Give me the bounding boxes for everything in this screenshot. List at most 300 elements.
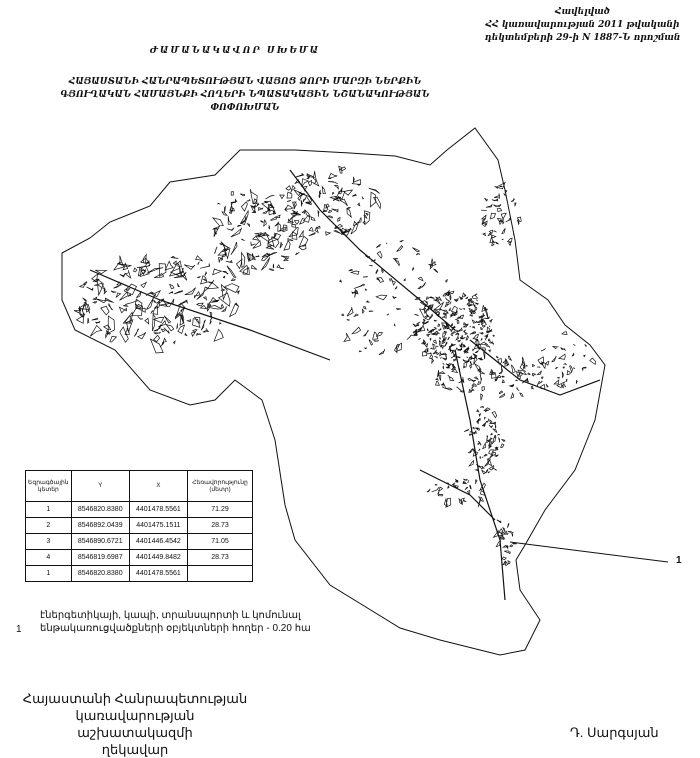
header-distance: Հեռավորությունը (մետր) <box>188 471 253 502</box>
land-parcel <box>485 198 488 201</box>
land-parcel <box>440 357 441 358</box>
cell-x: 4401478.5561 <box>129 502 187 518</box>
land-parcel <box>269 225 270 229</box>
land-parcel <box>440 351 442 356</box>
land-parcel <box>204 297 207 301</box>
land-parcel <box>354 314 358 316</box>
land-parcel <box>461 498 464 504</box>
land-parcel <box>469 434 471 436</box>
land-parcel <box>477 410 479 412</box>
land-parcel <box>505 191 507 193</box>
land-parcel <box>456 336 459 340</box>
land-parcel <box>449 308 450 310</box>
callout-leader <box>510 542 668 562</box>
land-parcel <box>441 383 444 386</box>
land-parcel <box>247 200 250 202</box>
land-parcel <box>511 393 514 398</box>
land-parcel <box>276 215 281 218</box>
land-parcel <box>499 186 502 187</box>
land-parcel <box>434 340 437 343</box>
land-parcel <box>125 270 131 278</box>
land-parcel <box>435 356 438 358</box>
land-parcel <box>439 375 441 381</box>
land-parcel <box>463 481 464 483</box>
land-parcel <box>456 348 458 349</box>
land-parcel <box>231 192 233 196</box>
land-parcel <box>305 195 311 203</box>
land-parcel <box>120 292 129 300</box>
land-parcel <box>413 324 419 327</box>
land-parcel <box>231 199 237 202</box>
land-parcel <box>488 419 489 423</box>
land-parcel <box>490 236 493 243</box>
land-parcel <box>110 337 117 343</box>
land-parcel <box>154 300 157 303</box>
land-parcel <box>364 330 369 336</box>
land-parcel <box>377 251 382 258</box>
land-parcel <box>354 284 365 289</box>
land-parcel <box>364 307 366 309</box>
land-parcel <box>287 200 291 201</box>
land-parcel <box>349 269 353 271</box>
land-parcel <box>365 348 367 349</box>
land-parcel <box>414 314 418 315</box>
cell-point: 1 <box>26 502 72 518</box>
signature-line-3: ղեկավար <box>20 741 250 758</box>
land-parcel <box>437 346 438 347</box>
land-parcel <box>292 224 296 227</box>
land-parcel <box>427 489 430 492</box>
land-parcel <box>446 388 452 390</box>
land-parcel <box>104 325 111 330</box>
land-parcel <box>351 222 359 235</box>
land-parcel <box>154 335 160 341</box>
land-parcel <box>553 347 559 349</box>
land-parcel <box>472 380 476 382</box>
land-parcel <box>482 387 485 391</box>
land-parcel <box>344 190 353 195</box>
land-parcel <box>223 276 225 278</box>
land-parcel <box>273 264 274 268</box>
land-parcel <box>492 244 494 246</box>
land-parcel <box>241 202 247 211</box>
land-parcel <box>352 327 360 334</box>
land-parcel <box>177 283 179 286</box>
land-parcel <box>451 306 457 312</box>
land-parcel <box>460 335 463 338</box>
land-parcel <box>170 284 174 288</box>
land-parcel <box>470 361 472 365</box>
land-parcel <box>470 315 473 316</box>
land-parcel <box>465 487 468 490</box>
land-parcel <box>222 306 226 311</box>
land-parcel <box>515 380 517 381</box>
land-parcel <box>480 406 483 408</box>
land-parcel <box>369 188 380 193</box>
land-parcel <box>503 528 505 532</box>
land-parcel <box>347 308 353 316</box>
land-parcel <box>489 466 494 471</box>
land-parcel <box>483 468 484 469</box>
land-parcel <box>486 470 488 472</box>
land-parcel <box>430 338 431 340</box>
land-parcel <box>87 287 93 290</box>
cell-y: 8546820.8380 <box>71 502 129 518</box>
land-parcel <box>464 330 466 332</box>
land-parcel <box>394 324 395 326</box>
land-parcel <box>478 443 480 444</box>
cell-distance: 71.05 <box>188 534 253 550</box>
land-parcel <box>436 297 438 299</box>
land-parcel <box>546 362 549 366</box>
land-parcel <box>412 268 414 271</box>
land-parcel <box>439 338 440 339</box>
land-parcel <box>446 280 448 282</box>
cell-distance: 28.73 <box>188 518 253 534</box>
land-parcel <box>448 337 450 340</box>
cell-x: 4401475.1511 <box>129 518 187 534</box>
land-parcel <box>463 309 464 310</box>
land-parcel <box>227 266 236 278</box>
land-parcel <box>487 346 491 348</box>
land-parcel <box>171 256 178 258</box>
land-parcel <box>251 242 256 246</box>
land-parcel <box>213 269 222 275</box>
land-parcel <box>328 182 338 184</box>
land-parcel <box>339 280 341 282</box>
land-parcel <box>427 329 428 331</box>
land-parcel <box>390 279 391 282</box>
land-parcel <box>490 420 492 423</box>
land-parcel <box>254 199 257 204</box>
land-parcel <box>567 371 570 375</box>
land-parcel <box>309 228 313 232</box>
land-parcel <box>259 208 263 211</box>
land-parcel <box>496 183 505 189</box>
land-parcel <box>326 232 331 236</box>
land-parcel <box>482 421 487 426</box>
land-parcel <box>95 302 97 304</box>
land-parcel <box>379 349 385 355</box>
land-parcel <box>450 296 451 300</box>
land-parcel <box>541 377 543 379</box>
land-parcel <box>497 520 502 523</box>
land-parcel <box>564 384 565 387</box>
land-parcel <box>438 492 439 494</box>
land-parcel <box>404 279 405 281</box>
land-parcel <box>445 304 449 307</box>
land-parcel <box>480 456 481 458</box>
land-parcel <box>509 552 510 554</box>
land-parcel <box>279 195 284 199</box>
land-parcel <box>515 203 516 206</box>
land-parcel <box>555 368 557 370</box>
land-parcel <box>546 384 548 387</box>
land-parcel <box>367 301 370 302</box>
land-parcel <box>448 486 450 488</box>
land-parcel <box>377 332 383 336</box>
land-parcel <box>387 314 389 315</box>
land-parcel <box>501 444 504 448</box>
land-parcel <box>451 324 453 326</box>
land-parcel <box>164 299 168 306</box>
land-parcel <box>476 480 477 484</box>
land-parcel <box>318 211 319 217</box>
land-parcel <box>463 377 464 382</box>
land-parcel <box>434 269 439 273</box>
land-parcel <box>416 331 417 333</box>
land-parcel <box>362 309 364 313</box>
land-parcel <box>485 310 488 318</box>
land-parcel <box>105 298 113 302</box>
land-parcel <box>559 354 566 359</box>
land-parcel <box>557 377 559 378</box>
land-parcel <box>220 322 221 324</box>
land-parcel <box>445 342 447 345</box>
land-parcel <box>141 282 146 287</box>
land-parcel <box>438 324 440 326</box>
land-parcel <box>94 283 105 290</box>
land-parcel <box>459 315 463 319</box>
land-parcel <box>470 365 472 368</box>
land-parcel <box>242 239 245 241</box>
land-parcel <box>231 242 237 255</box>
land-parcel <box>458 349 462 350</box>
land-parcel <box>138 332 146 339</box>
land-parcel <box>117 264 131 267</box>
land-parcel <box>497 357 499 358</box>
land-parcel <box>178 325 185 333</box>
land-parcel <box>494 436 496 438</box>
land-parcel <box>263 233 269 235</box>
land-parcel <box>484 352 485 359</box>
land-parcel <box>494 194 499 199</box>
land-parcel <box>214 329 223 341</box>
land-parcel <box>450 302 451 304</box>
land-parcel <box>116 293 121 298</box>
land-parcel <box>444 499 447 507</box>
land-parcel <box>256 256 259 257</box>
land-parcel <box>347 320 349 321</box>
land-parcel <box>145 318 149 324</box>
signature-name: Դ. Սարգսյան <box>570 725 659 741</box>
land-parcel <box>200 263 210 268</box>
land-parcel <box>443 315 447 318</box>
land-parcel <box>396 261 400 266</box>
land-parcel <box>218 203 221 204</box>
land-parcel <box>475 339 477 341</box>
land-parcel <box>466 336 468 340</box>
land-parcel <box>465 333 467 335</box>
land-parcel <box>334 185 338 189</box>
land-parcel <box>590 358 596 364</box>
land-parcel <box>573 344 574 345</box>
land-parcel <box>495 423 496 428</box>
land-parcel <box>261 221 264 222</box>
map-title-line-3: ՓՈՓՈԽՄԱՆ <box>40 102 450 115</box>
land-parcel <box>80 284 85 287</box>
land-parcel <box>286 186 291 191</box>
land-parcel <box>463 293 466 297</box>
land-parcel <box>240 194 244 196</box>
land-parcel <box>342 314 344 316</box>
land-parcel <box>584 355 585 357</box>
table-row <box>26 534 253 550</box>
land-parcel <box>511 199 514 202</box>
land-parcel <box>101 306 109 315</box>
land-parcel <box>505 531 507 534</box>
land-parcel <box>585 345 586 347</box>
land-parcel <box>339 188 343 194</box>
land-parcel <box>479 466 482 469</box>
land-parcel <box>369 266 372 267</box>
land-parcel <box>192 332 196 336</box>
land-parcel <box>277 265 284 269</box>
land-parcel <box>123 305 128 306</box>
land-parcel <box>526 365 527 366</box>
land-parcel <box>435 484 437 485</box>
land-parcel <box>495 455 499 457</box>
land-parcel <box>184 265 195 270</box>
land-parcel <box>113 285 120 288</box>
land-parcel <box>187 320 191 322</box>
land-parcel <box>229 211 232 214</box>
land-parcel <box>473 354 477 357</box>
land-parcel <box>441 345 443 349</box>
land-parcel <box>369 340 373 346</box>
land-parcel <box>473 427 475 428</box>
land-parcel <box>531 386 533 389</box>
land-parcel <box>451 335 452 336</box>
land-parcel <box>332 209 338 212</box>
land-parcel <box>478 382 481 385</box>
land-parcel <box>481 338 482 340</box>
land-parcel <box>509 242 511 245</box>
land-parcel <box>475 303 479 305</box>
land-parcel <box>221 304 223 308</box>
land-parcel <box>436 382 440 386</box>
land-parcel <box>459 308 462 309</box>
land-parcel <box>92 318 98 320</box>
land-parcel <box>509 356 512 360</box>
land-parcel <box>457 321 459 324</box>
header-point: Եզրագծային կետեր <box>26 471 72 502</box>
legend-number: 1 <box>16 624 22 635</box>
land-parcel <box>480 332 483 334</box>
map-title <box>40 76 450 115</box>
land-parcel <box>427 353 431 354</box>
approval-line-2: ՀՀ կառավարության 2011 թվականի <box>470 19 695 32</box>
land-parcel <box>475 351 478 353</box>
land-parcel <box>445 298 449 301</box>
land-parcel <box>443 366 444 369</box>
land-parcel <box>484 326 485 327</box>
land-parcel <box>303 197 306 201</box>
land-parcel <box>501 213 506 219</box>
land-parcel <box>511 365 515 373</box>
land-parcel <box>451 357 453 358</box>
land-parcel <box>482 223 487 225</box>
land-parcel <box>475 341 476 342</box>
land-parcel <box>576 381 577 384</box>
map-title-line-2: ԳՅՈՒՂԱԿԱՆ ՀԱՄԱՅՆՔԻ ՀՈՂԵՐԻ ՆՊԱՏԱԿԱՅԻՆ ՆՇԱՆԱԿՈՒԹՅԱՆ <box>40 89 450 102</box>
land-parcel <box>197 334 202 336</box>
land-parcel <box>154 332 161 334</box>
land-parcel <box>223 271 228 274</box>
signature-line-2: կառավարության աշխատակազմի <box>20 707 250 741</box>
land-parcel <box>397 309 401 310</box>
land-parcel <box>492 199 498 201</box>
land-parcel <box>269 269 274 271</box>
land-parcel <box>185 333 187 336</box>
land-parcel <box>376 295 387 300</box>
land-parcel <box>214 247 217 254</box>
land-parcel <box>166 325 174 331</box>
land-parcel <box>431 348 433 349</box>
land-parcel <box>400 240 403 242</box>
land-parcel <box>313 171 316 181</box>
land-parcel <box>312 180 318 186</box>
land-parcel <box>470 486 472 489</box>
land-parcel <box>291 186 296 193</box>
legend-text: էներգետիկայի, կապի, տրանսպորտի և կոմունալ ենթակառուցվածքների օբյեկտների հողեր - 0.20 հա <box>40 609 340 635</box>
land-parcel <box>485 417 486 418</box>
land-parcel <box>491 213 496 219</box>
land-parcel <box>532 374 534 377</box>
land-parcel <box>226 261 232 263</box>
land-parcel <box>439 341 441 348</box>
land-parcel <box>264 220 267 226</box>
land-parcel <box>311 217 315 220</box>
land-parcel <box>376 245 381 248</box>
land-parcel <box>286 205 293 209</box>
land-parcel <box>443 310 448 313</box>
land-parcel <box>287 192 292 198</box>
land-parcel <box>93 297 97 300</box>
land-parcel <box>502 380 504 383</box>
land-parcel <box>499 391 502 394</box>
land-parcel <box>468 491 470 494</box>
cell-point: 2 <box>26 518 72 534</box>
land-parcel <box>464 500 467 502</box>
land-parcel <box>432 359 434 364</box>
land-parcel <box>562 332 567 335</box>
land-parcel <box>481 378 482 382</box>
land-parcel <box>301 200 303 206</box>
land-parcel <box>165 261 173 270</box>
land-parcel <box>442 357 446 360</box>
map-title-line-1: ՀԱՅԱՍՏԱՆԻ ՀԱՆՐԱՊԵՏՈՒԹՅԱՆ ՎԱՅՈՑ ՁՈՐԻ ՄԱՐԶԻ ՆԵՐՔԻՆ <box>40 76 450 89</box>
land-parcel <box>134 329 139 337</box>
land-parcel <box>173 261 176 265</box>
land-parcel <box>468 378 472 380</box>
land-parcel <box>472 384 476 387</box>
land-parcel <box>160 342 164 347</box>
land-parcel <box>329 210 332 212</box>
land-parcel <box>138 316 143 319</box>
land-parcel <box>302 179 309 187</box>
land-parcel <box>497 209 501 212</box>
land-parcel <box>528 373 530 375</box>
land-parcel <box>212 300 219 302</box>
land-parcel <box>472 320 475 323</box>
land-parcel <box>434 299 437 301</box>
land-parcel <box>169 292 173 294</box>
land-parcel <box>502 440 505 442</box>
land-parcel <box>178 300 188 305</box>
land-parcel <box>438 329 441 331</box>
land-parcel <box>205 272 207 276</box>
